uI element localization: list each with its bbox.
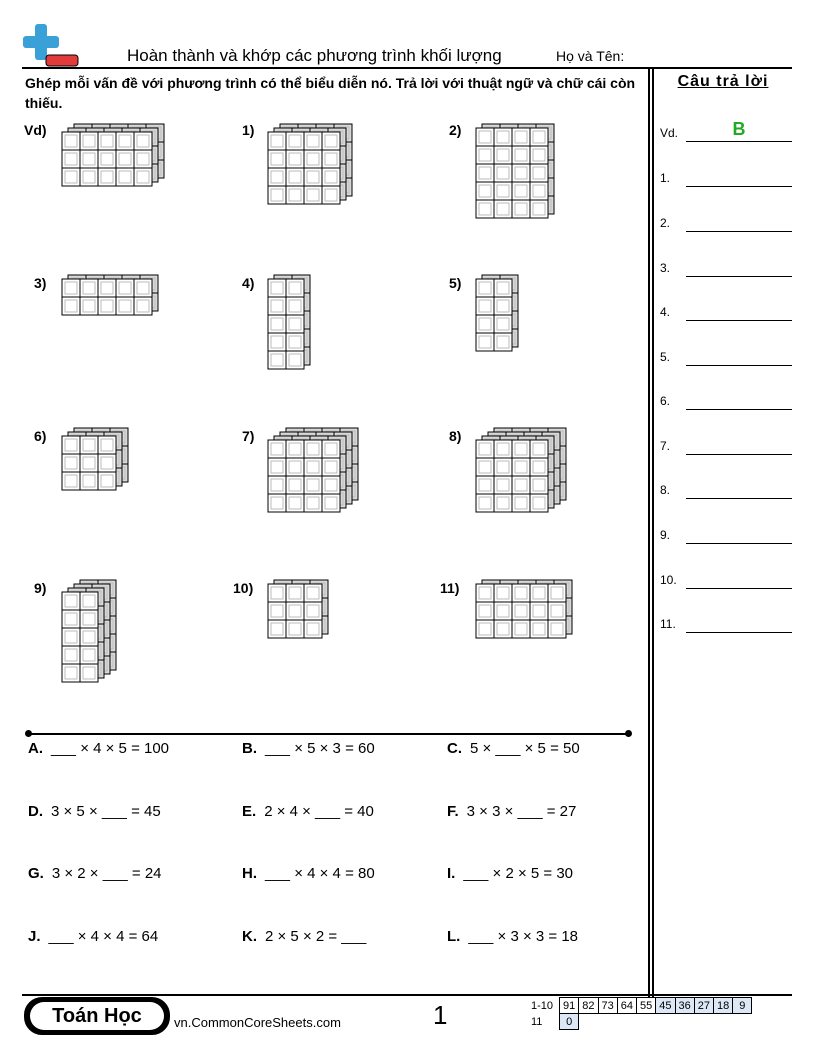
equation-text: 5 × ___ × 5 = 50: [470, 740, 580, 757]
unit-cube: [286, 279, 304, 297]
unit-cube: [80, 628, 98, 646]
equation-item: [447, 803, 576, 820]
unit-cube: [530, 602, 548, 620]
unit-cube: [98, 132, 116, 150]
problem-label: 9): [34, 580, 47, 596]
answer-row-label: 4.: [660, 305, 671, 319]
equation-letter: J.: [28, 928, 41, 945]
unit-cube: [322, 186, 340, 204]
unit-cube: [512, 584, 530, 602]
cube-stack: [60, 273, 166, 321]
unit-cube: [134, 168, 152, 186]
unit-cube: [80, 592, 98, 610]
unit-cube: [530, 458, 548, 476]
unit-cube: [304, 620, 322, 638]
answer-row: [660, 524, 792, 544]
cube-stack: [60, 426, 136, 496]
unit-cube: [116, 132, 134, 150]
problem-label: 10): [233, 580, 254, 596]
cube-stack: [266, 426, 366, 518]
unit-cube: [62, 279, 80, 297]
equation-text: ___ × 4 × 5 = 100: [51, 740, 170, 757]
answer-blank[interactable]: [686, 365, 792, 366]
unit-cube: [268, 186, 286, 204]
score-cell: 82: [579, 998, 598, 1014]
cube-stack: [474, 273, 526, 357]
unit-cube: [548, 602, 566, 620]
unit-cube: [322, 458, 340, 476]
equation-letter: A.: [28, 740, 43, 757]
unit-cube: [286, 620, 304, 638]
cube-stack: [266, 578, 336, 644]
answer-panel-divider-inner: [652, 67, 654, 997]
unit-cube: [304, 186, 322, 204]
answer-blank[interactable]: [686, 543, 792, 544]
unit-cube: [530, 476, 548, 494]
page-number: 1: [433, 1000, 448, 1030]
unit-cube: [476, 458, 494, 476]
unit-cube: [268, 351, 286, 369]
unit-cube: [268, 279, 286, 297]
answer-blank[interactable]: [686, 141, 792, 142]
equation-text: ___ × 2 × 5 = 30: [463, 865, 574, 882]
unit-cube: [476, 297, 494, 315]
answer-panel-divider: [648, 67, 650, 997]
answer-blank[interactable]: [686, 632, 792, 633]
cube-stack: [60, 578, 124, 688]
answer-row: [660, 257, 792, 277]
equation-item: [28, 740, 169, 757]
unit-cube: [268, 315, 286, 333]
footer-divider: [22, 994, 792, 996]
score-row-label: 1-10: [531, 999, 554, 1012]
unit-cube: [62, 610, 80, 628]
unit-cube: [286, 494, 304, 512]
equation-letter: B.: [242, 740, 257, 757]
score-cell: 91: [560, 998, 579, 1014]
unit-cube: [268, 458, 286, 476]
unit-cube: [512, 164, 530, 182]
unit-cube: [98, 168, 116, 186]
unit-cube: [134, 279, 152, 297]
unit-cube: [80, 646, 98, 664]
equation-text: 3 × 2 × ___ = 24: [51, 865, 162, 882]
answer-row-label: 1.: [660, 171, 671, 185]
equation-item: [28, 928, 158, 945]
unit-cube: [476, 315, 494, 333]
score-cell: 73: [598, 998, 617, 1014]
unit-cube: [494, 297, 512, 315]
unit-cube: [286, 333, 304, 351]
brand-badge: [24, 997, 170, 1035]
unit-cube: [80, 436, 98, 454]
answer-blank[interactable]: [686, 186, 792, 187]
unit-cube: [268, 494, 286, 512]
unit-cube: [494, 333, 512, 351]
problem-label: Vd): [24, 122, 47, 138]
unit-cube: [286, 458, 304, 476]
unit-cube: [512, 146, 530, 164]
unit-cube: [80, 132, 98, 150]
unit-cube: [268, 150, 286, 168]
answer-row-label: 3.: [660, 261, 671, 275]
answer-row-label: 7.: [660, 439, 671, 453]
equation-item: [447, 740, 580, 757]
equation-text: ___ × 4 × 4 = 80: [265, 865, 375, 882]
score-cell: 18: [714, 998, 733, 1014]
problem-label: 2): [449, 122, 462, 138]
unit-cube: [322, 150, 340, 168]
equation-item: [28, 803, 161, 820]
unit-cube: [494, 602, 512, 620]
unit-cube: [98, 436, 116, 454]
unit-cube: [322, 168, 340, 186]
unit-cube: [286, 584, 304, 602]
unit-cube: [476, 182, 494, 200]
unit-cube: [494, 476, 512, 494]
unit-cube: [512, 620, 530, 638]
unit-cube: [62, 436, 80, 454]
unit-cube: [322, 132, 340, 150]
unit-cube: [322, 494, 340, 512]
unit-cube: [494, 279, 512, 297]
unit-cube: [304, 458, 322, 476]
unit-cube: [530, 128, 548, 146]
unit-cube: [476, 146, 494, 164]
unit-cube: [304, 150, 322, 168]
unit-cube: [476, 440, 494, 458]
unit-cube: [530, 146, 548, 164]
answer-panel-title: Câu trả lời: [677, 73, 769, 90]
unit-cube: [268, 297, 286, 315]
header-divider: [22, 67, 792, 69]
cube-stack: [266, 273, 318, 375]
answer-value: B: [732, 119, 746, 139]
equation-text: 3 × 3 × ___ = 27: [466, 803, 577, 820]
answer-row-label: 9.: [660, 528, 671, 542]
unit-cube: [530, 584, 548, 602]
answer-row: [660, 569, 792, 589]
problem-label: 11): [440, 580, 460, 596]
unit-cube: [304, 602, 322, 620]
unit-cube: [494, 128, 512, 146]
unit-cube: [494, 200, 512, 218]
unit-cube: [62, 454, 80, 472]
unit-cube: [62, 472, 80, 490]
unit-cube: [476, 584, 494, 602]
unit-cube: [548, 584, 566, 602]
unit-cube: [80, 150, 98, 168]
unit-cube: [494, 164, 512, 182]
answer-blank[interactable]: [686, 498, 792, 499]
unit-cube: [62, 168, 80, 186]
unit-cube: [98, 472, 116, 490]
score-cell: 27: [694, 998, 713, 1014]
unit-cube: [80, 279, 98, 297]
unit-cube: [268, 440, 286, 458]
unit-cube: [476, 476, 494, 494]
equation-letter: H.: [242, 865, 257, 882]
score-row: [528, 998, 752, 1014]
unit-cube: [80, 454, 98, 472]
unit-cube: [286, 186, 304, 204]
answer-row: [660, 212, 792, 232]
separator-endpoint-right: [625, 730, 632, 737]
unit-cube: [494, 182, 512, 200]
score-row-label: 11: [531, 1015, 543, 1028]
unit-cube: [268, 584, 286, 602]
unit-cube: [476, 620, 494, 638]
equation-letter: F.: [447, 803, 459, 820]
answer-row: [660, 435, 792, 455]
cube-stack: [266, 122, 360, 210]
equation-letter: C.: [447, 740, 462, 757]
unit-cube: [62, 628, 80, 646]
problem-label: 4): [242, 275, 255, 291]
unit-cube: [512, 200, 530, 218]
answer-row-label: 5.: [660, 350, 671, 364]
unit-cube: [62, 132, 80, 150]
answer-blank[interactable]: [686, 588, 792, 589]
score-table: [528, 997, 752, 1030]
unit-cube: [322, 440, 340, 458]
answer-row: [660, 479, 792, 499]
equation-text: ___ × 3 × 3 = 18: [468, 928, 579, 945]
unit-cube: [476, 494, 494, 512]
unit-cube: [304, 168, 322, 186]
unit-cube: [548, 620, 566, 638]
unit-cube: [62, 150, 80, 168]
equation-text: ___ × 4 × 4 = 64: [48, 928, 159, 945]
unit-cube: [476, 279, 494, 297]
unit-cube: [476, 602, 494, 620]
equation-item: [242, 928, 366, 945]
answer-row: [660, 613, 792, 633]
unit-cube: [304, 584, 322, 602]
unit-cube: [134, 150, 152, 168]
answer-row: [660, 301, 792, 321]
unit-cube: [134, 297, 152, 315]
unit-cube: [286, 602, 304, 620]
equation-text: 2 × 4 × ___ = 40: [264, 803, 374, 820]
unit-cube: [322, 476, 340, 494]
unit-cube: [494, 458, 512, 476]
unit-cube: [494, 146, 512, 164]
answer-row: [660, 167, 792, 187]
cube-stack: [474, 122, 562, 224]
problem-label: 3): [34, 275, 47, 291]
site-url[interactable]: vn.CommonCoreSheets.com: [174, 1015, 341, 1030]
equation-letter: D.: [28, 803, 43, 820]
answer-blank[interactable]: [686, 231, 792, 232]
instructions: Ghép mỗi vấn đề với phương trình có thể biểu diễn nó. Trả lời với thuật ngữ và chữ cái còn thiếu.: [25, 75, 636, 111]
score-cell: 45: [656, 998, 675, 1014]
answer-row-label: 2.: [660, 216, 671, 230]
unit-cube: [80, 610, 98, 628]
unit-cube: [512, 128, 530, 146]
unit-cube: [304, 494, 322, 512]
problem-label: 5): [449, 275, 462, 291]
answer-blank[interactable]: [686, 454, 792, 455]
unit-cube: [80, 168, 98, 186]
unit-cube: [80, 297, 98, 315]
unit-cube: [476, 164, 494, 182]
answer-row-label: 6.: [660, 394, 671, 408]
equation-text: ___ × 5 × 3 = 60: [265, 740, 375, 757]
unit-cube: [62, 592, 80, 610]
unit-cube: [62, 297, 80, 315]
unit-cube: [304, 476, 322, 494]
unit-cube: [512, 602, 530, 620]
unit-cube: [476, 333, 494, 351]
worksheet-title: Hoàn thành và khớp các phương trình khối lượng: [127, 46, 502, 65]
unit-cube: [62, 646, 80, 664]
answer-row-label: 10.: [660, 573, 677, 587]
answer-row-label: 8.: [660, 483, 671, 497]
answer-row: [660, 119, 792, 142]
separator-endpoint-left: [25, 730, 32, 737]
brand-label: Toán Học: [30, 1002, 164, 1030]
unit-cube: [268, 620, 286, 638]
equation-letter: G.: [28, 865, 44, 882]
unit-cube: [98, 279, 116, 297]
unit-cube: [286, 132, 304, 150]
cube-stack: [60, 122, 172, 192]
unit-cube: [62, 664, 80, 682]
unit-cube: [286, 168, 304, 186]
unit-cube: [512, 182, 530, 200]
equation-item: [242, 740, 375, 757]
equation-letter: E.: [242, 803, 257, 820]
unit-cube: [530, 200, 548, 218]
equation-item: [242, 803, 374, 820]
unit-cube: [116, 297, 134, 315]
unit-cube: [304, 440, 322, 458]
unit-cube: [116, 168, 134, 186]
equation-letter: K.: [242, 928, 257, 945]
unit-cube: [286, 440, 304, 458]
unit-cube: [530, 620, 548, 638]
score-cell: 64: [617, 998, 636, 1014]
equation-item: [242, 865, 375, 882]
unit-cube: [98, 150, 116, 168]
unit-cube: [286, 297, 304, 315]
equation-item: [28, 865, 162, 882]
unit-cube: [286, 351, 304, 369]
unit-cube: [268, 168, 286, 186]
problem-label: 7): [242, 428, 255, 444]
unit-cube: [494, 440, 512, 458]
equation-text: 3 × 5 × ___ = 45: [51, 803, 161, 820]
problem-label: 8): [449, 428, 462, 444]
unit-cube: [268, 476, 286, 494]
unit-cube: [512, 458, 530, 476]
unit-cube: [512, 440, 530, 458]
equation-separator: [28, 733, 630, 735]
unit-cube: [494, 620, 512, 638]
unit-cube: [286, 476, 304, 494]
unit-cube: [286, 315, 304, 333]
unit-cube: [134, 132, 152, 150]
unit-cube: [80, 472, 98, 490]
unit-cube: [268, 602, 286, 620]
unit-cube: [116, 150, 134, 168]
score-cell: 55: [637, 998, 656, 1014]
unit-cube: [494, 494, 512, 512]
unit-cube: [98, 454, 116, 472]
equation-letter: I.: [447, 865, 456, 882]
equation-letter: L.: [447, 928, 461, 945]
answer-blank[interactable]: [686, 320, 792, 321]
unit-cube: [494, 315, 512, 333]
score-cell: 9: [733, 998, 752, 1014]
unit-cube: [530, 440, 548, 458]
unit-cube: [80, 664, 98, 682]
unit-cube: [530, 494, 548, 512]
unit-cube: [286, 150, 304, 168]
score-cell: 0: [560, 1014, 579, 1030]
unit-cube: [512, 494, 530, 512]
score-cell: 36: [675, 998, 694, 1014]
equation-item: [447, 865, 573, 882]
cube-stack: [474, 426, 574, 518]
answer-row: [660, 390, 792, 410]
equation-text: 2 × 5 × 2 = ___: [265, 928, 367, 945]
answer-blank[interactable]: [686, 276, 792, 277]
answer-blank[interactable]: [686, 409, 792, 410]
answer-row-label: 11.: [660, 617, 676, 631]
unit-cube: [494, 584, 512, 602]
cube-stack: [474, 578, 580, 644]
unit-cube: [268, 333, 286, 351]
answer-row: [660, 346, 792, 366]
unit-cube: [530, 164, 548, 182]
unit-cube: [268, 132, 286, 150]
equation-item: [447, 928, 578, 945]
answer-row-label: Vd.: [660, 126, 679, 140]
unit-cube: [476, 200, 494, 218]
problem-label: 1): [242, 122, 255, 138]
problem-label: 6): [34, 428, 47, 444]
name-label: Họ và Tên:: [556, 48, 625, 64]
logo-icon: [22, 24, 80, 68]
unit-cube: [530, 182, 548, 200]
unit-cube: [476, 128, 494, 146]
unit-cube: [116, 279, 134, 297]
score-row: [528, 1014, 752, 1030]
unit-cube: [304, 132, 322, 150]
unit-cube: [98, 297, 116, 315]
unit-cube: [512, 476, 530, 494]
